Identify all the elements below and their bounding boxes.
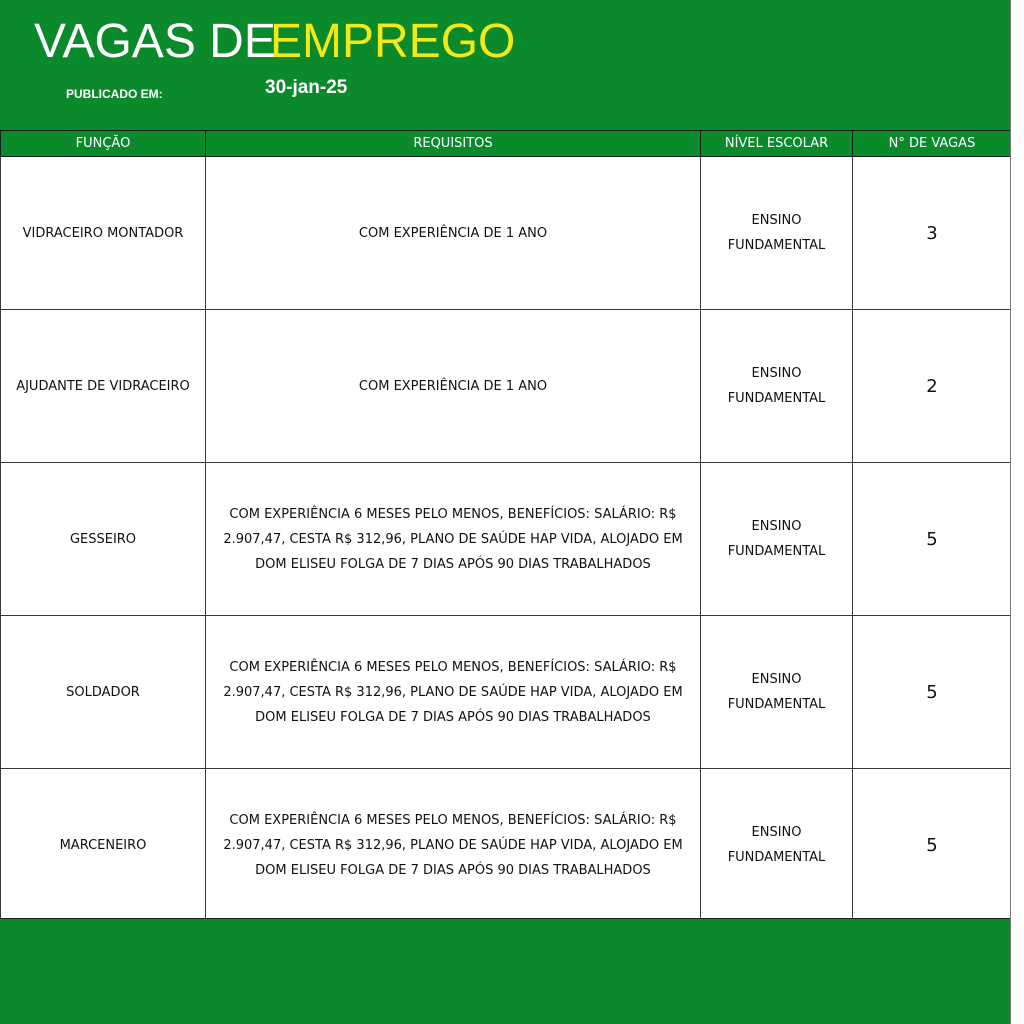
column-header-nivel-escolar: NÍVEL ESCOLAR xyxy=(701,131,853,157)
column-header-requisitos: REQUISITOS xyxy=(206,131,701,157)
table-row xyxy=(1,310,1012,463)
cell-nivel-escolar: ENSINO FUNDAMENTAL xyxy=(701,310,853,463)
table-row xyxy=(1,769,1012,922)
column-header-vagas: N° DE VAGAS xyxy=(853,131,1012,157)
page-right-margin xyxy=(1010,0,1024,1024)
cell-vagas: 5 xyxy=(853,463,1012,616)
column-header-funcao: FUNÇÃO xyxy=(1,131,206,157)
published-label: PUBLICADO EM: xyxy=(66,87,163,101)
table-header-row xyxy=(1,131,1012,157)
cell-vagas: 2 xyxy=(853,310,1012,463)
title-vagas-de: VAGAS DE xyxy=(34,15,276,68)
cell-funcao: MARCENEIRO xyxy=(1,769,206,922)
cell-funcao: VIDRACEIRO MONTADOR xyxy=(1,157,206,310)
cell-nivel-escolar: ENSINO FUNDAMENTAL xyxy=(701,769,853,922)
published-date: 30-jan-25 xyxy=(265,77,348,98)
cell-vagas: 3 xyxy=(853,157,1012,310)
cell-requisitos: COM EXPERIÊNCIA 6 MESES PELO MENOS, BENEFÍCIOS: SALÁRIO: R$ 2.907,47, CESTA R$ 312,96, PLANO DE SAÚDE HAP VIDA, ALOJADO EM DOM ELISEU FOLGA DE 7 DIAS APÓS 90 DIAS TRABALHADOS xyxy=(206,616,701,769)
title-emprego: EMPREGO xyxy=(270,15,516,68)
cell-requisitos: COM EXPERIÊNCIA DE 1 ANO xyxy=(206,157,701,310)
cell-vagas: 5 xyxy=(853,616,1012,769)
cell-funcao: GESSEIRO xyxy=(1,463,206,616)
jobs-table xyxy=(0,130,1012,922)
cell-requisitos: COM EXPERIÊNCIA DE 1 ANO xyxy=(206,310,701,463)
table-row xyxy=(1,463,1012,616)
cell-requisitos: COM EXPERIÊNCIA 6 MESES PELO MENOS, BENEFÍCIOS: SALÁRIO: R$ 2.907,47, CESTA R$ 312,96, PLANO DE SAÚDE HAP VIDA, ALOJADO EM DOM ELISEU FOLGA DE 7 DIAS APÓS 90 DIAS TRABALHADOS xyxy=(206,769,701,922)
cell-nivel-escolar: ENSINO FUNDAMENTAL xyxy=(701,157,853,310)
cell-nivel-escolar: ENSINO FUNDAMENTAL xyxy=(701,616,853,769)
cell-vagas: 5 xyxy=(853,769,1012,922)
table-row xyxy=(1,157,1012,310)
table-row xyxy=(1,616,1012,769)
footer-banner xyxy=(0,918,1010,1024)
cell-nivel-escolar: ENSINO FUNDAMENTAL xyxy=(701,463,853,616)
cell-funcao: SOLDADOR xyxy=(1,616,206,769)
cell-requisitos: COM EXPERIÊNCIA 6 MESES PELO MENOS, BENEFÍCIOS: SALÁRIO: R$ 2.907,47, CESTA R$ 312,96, PLANO DE SAÚDE HAP VIDA, ALOJADO EM DOM ELISEU FOLGA DE 7 DIAS APÓS 90 DIAS TRABALHADOS xyxy=(206,463,701,616)
cell-funcao: AJUDANTE DE VIDRACEIRO xyxy=(1,310,206,463)
header-banner xyxy=(0,0,1010,130)
